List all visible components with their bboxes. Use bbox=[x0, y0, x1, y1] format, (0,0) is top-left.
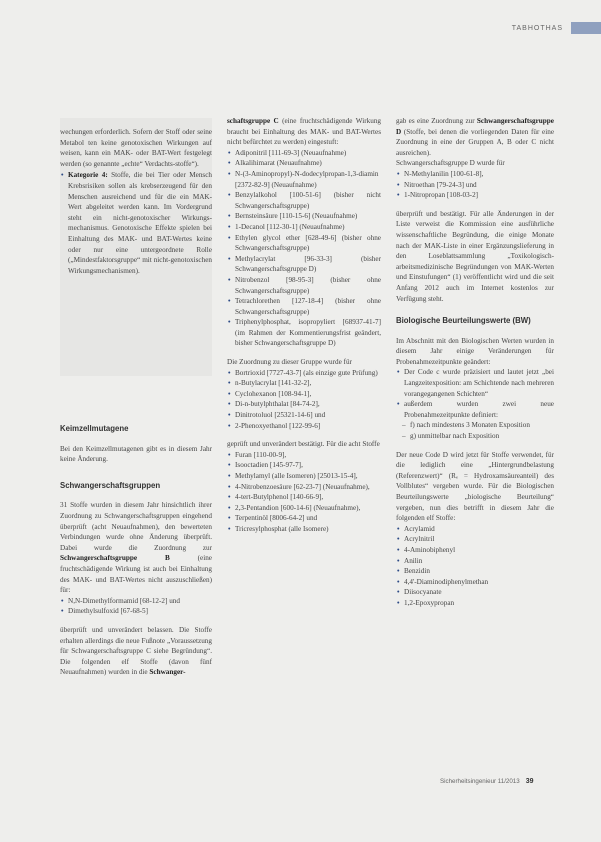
list-item: • Ethylen glycol ether [628-49-6] (bisher ohne Schwangerschaftsgruppe) bbox=[227, 233, 381, 254]
list-item: • Acrylamid bbox=[396, 524, 554, 535]
list-gruppe-d bbox=[396, 169, 554, 201]
paragraph-gruppe-c bbox=[227, 116, 381, 148]
schwanger-text-b: (eine fruchtschädigende Wirkung ist auch bei Einhaltung des MAK- und BAT-Wertes nicht auszuschließen) für: bbox=[60, 554, 212, 595]
list-bestaetigt bbox=[227, 368, 381, 432]
list-item: • n-Butylacrylat [141-32-2], bbox=[227, 378, 381, 389]
paragraph-gruppe-d bbox=[396, 116, 554, 158]
gruppe-c-text: (eine fruchtschädigende Wirkung braucht bei Einhaltung des MAK- und BAT-Wertes nicht befürchtet zu werden) eingestuft: bbox=[227, 117, 382, 147]
list-item: • außerdem wurden zwei neue Probenahmezeitpunkte definiert: bbox=[396, 399, 554, 420]
list-item: • Bernsteinsäure [110-15-6] (Neuaufnahme) bbox=[227, 211, 381, 222]
list-item: • Diisocyanate bbox=[396, 587, 554, 598]
list-item: • Benzylalkohol [100-51-6] (bisher nicht Schwangerschaftsgruppe) bbox=[227, 190, 381, 211]
heading-schwangerschaftsgruppen: Schwangerschaftsgruppen bbox=[60, 480, 161, 490]
list-item: • Nitrobenzol [98-95-3] (bisher ohne Schwangerschaftsgruppe) bbox=[227, 275, 381, 296]
list-item: • 4-Nitrobenzoesäure [62-23-7] (Neuaufnahme), bbox=[227, 482, 381, 493]
kategorie-4-item bbox=[60, 170, 212, 276]
heading-biologische-werte: Biologische Beurteilungswerte (BW) bbox=[396, 316, 531, 326]
kategorie-4-text: Stoffe, die bei Tier oder Mensch Krebsrisiken sollen als krebserzeugend für den Menschen ausreichend und für die ein MAK-Wert abgeleitet werden kann. Im Vordergrund steht ein nicht-genotoxischer Wirkungs-mechanismus. Genotoxische Effekte spielen bei Einhaltung des MAK- und BAT-Wertes keine oder nur eine untergeordnete Rolle („Mindestfaktorsgruppe“ mit nicht-genotoxischen Wirkungsmechanismen). bbox=[68, 171, 212, 275]
kategorie-4-label: Kategorie 4: bbox=[68, 171, 108, 180]
bottom-bold: Schwanger- bbox=[149, 668, 186, 677]
gruppe-d-label: Schwangerschaftsgruppe D bbox=[396, 117, 554, 136]
page-number: 39 bbox=[525, 778, 534, 785]
list-item: • Nitroethan [79-24-3] und bbox=[396, 180, 554, 191]
list-item: • 1,2-Epoxypropan bbox=[396, 598, 554, 609]
paragraph-schwangerschaftsgruppen bbox=[60, 500, 212, 595]
list-subitem: – f) nach mindestens 3 Monaten Exposition bbox=[396, 420, 554, 431]
paragraph-code-d: Der neue Code D wird jetzt für Stoffe verwendet, für die lediglich eine „Hintergrundbelastung (Referenzwert)“ (Rₑ = Hydroxamsäureanteil) des Vollblutes“ vergeben wurde. Für die Biologischen Beurteilungswerte „biologische Beurteilung“ vergeben, nun dies betrifft in diesem Jahr die folgenden elf Stoffe: bbox=[396, 450, 554, 523]
list-item: • Benzidin bbox=[396, 566, 554, 577]
paragraph-zuordnung: Die Zuordnung zu dieser Gruppe wurde für bbox=[227, 358, 352, 367]
schwanger-b-label: Schwangerschaftsgruppe B bbox=[60, 554, 170, 563]
gruppe-d-text-b: (Stoffe, bei denen die vorliegenden Daten für eine Zuordnung in eine der Gruppen A, B oder C nicht ausreichen). bbox=[396, 127, 555, 157]
column-3 bbox=[396, 116, 554, 609]
list-item: • N,N-Dimethylformamid [68-12-2] und bbox=[60, 596, 212, 607]
list-item: • N-Methylanilin [100-61-8], bbox=[396, 169, 554, 180]
list-item: • 2,3-Pentandion [600-14-6] (Neuaufnahme), bbox=[227, 503, 381, 514]
list-subitem: – g) unmittelbar nach Exposition bbox=[396, 431, 554, 442]
paragraph-keimzellmutagene: Bei den Keimzellmutagenen gibt es in diesem Jahr keine Änderung. bbox=[60, 444, 212, 464]
paragraph-biologische-werte: Im Abschnitt mit den Biologischen Werten wurden in diesem Jahr einige Veränderungen für Probenahmezeitpunkte geändert: bbox=[396, 336, 554, 366]
list-item: • Terpentinöl [8006-64-2] und bbox=[227, 513, 381, 524]
list-probenahme bbox=[396, 367, 554, 441]
list-item: • Anilin bbox=[396, 556, 554, 567]
list-item: • Dimethylsulfoxid [67-68-5] bbox=[60, 606, 212, 617]
journal-name: Sicherheitsingenieur 11/2013 bbox=[440, 778, 520, 785]
gruppe-c-label: schaftsgruppe C bbox=[227, 117, 279, 125]
list-item: • Di-n-butylphthalat [84-74-2], bbox=[227, 399, 381, 410]
gruppe-d-text-a: gab es eine Zuordnung zur bbox=[396, 117, 475, 125]
column-1-lower bbox=[60, 424, 212, 678]
list-item: • 2-Phenoxyethanol [122-99-6] bbox=[227, 421, 381, 432]
paragraph-acht-stoffe: geprüft und unverändert bestätigt. Für die acht Stoffe bbox=[227, 440, 380, 449]
schwanger-text-a: 31 Stoffe wurden in diesem Jahr hinsichtlich ihrer Zuordnung zu Schwangerschaftsgruppen eingehend überprüft (acht Neuaufnahmen), den bewerteten Verbindungen wurde ohne Änderung überprüft. Dabei wurde die Zuordnung zur bbox=[60, 501, 212, 552]
column-1 bbox=[60, 127, 212, 276]
list-item: • Methylamyl (alle Isomeren) [25013-15-4], bbox=[227, 471, 381, 482]
list-item: • Tetrachlorethen [127-18-4] (bisher ohne Schwangerschaftsgruppe) bbox=[227, 296, 381, 317]
list-item: • Dinitrotoluol [25321-14-6] und bbox=[227, 410, 381, 421]
header-label: TABHOTHAS bbox=[511, 25, 563, 32]
list-item: • 1-Nitropropan [108-03-2] bbox=[396, 190, 554, 201]
list-item: • Acrylnitril bbox=[396, 534, 554, 545]
paragraph-begruendung: überprüft und bestätigt. Für alle Änderungen in der Liste verweist die Kommission eine ausführliche wissenschaftliche Begründung, die einige Monate nach der MAK-Liste in einer Ergänzungslieferung in den Loseblattsammlung „Toxikologisch-arbeitsmedizinische Begründungen von MAK-Werten und Einstufungen“ (1) veröffentlicht wird und die seit Anfang 2012 auch im Internet kostenlos zur Verfügung steht. bbox=[396, 209, 554, 303]
list-item: • Tricresylphosphat (alle Isomere) bbox=[227, 524, 381, 535]
list-item: • 4-tert-Butylphenol [140-66-9], bbox=[227, 492, 381, 503]
bottom-text: überprüft und unverändert belassen. Die Stoffe erhalten allerdings die neue Fußnote „Voraussetzung für Schwangerschaftsgruppe C siehe Begründung“. Die folgenden elf Stoffe (davon fünf Neuaufnahmen) wurden in die bbox=[60, 625, 212, 677]
list-item: • Isooctadien [145-97-7], bbox=[227, 460, 381, 471]
list-item: • 4,4'-Diaminodiphenylmethan bbox=[396, 577, 554, 588]
list-item: • Adiponitril [111-69-3] (Neuaufnahme) bbox=[227, 148, 381, 159]
page-footer bbox=[440, 778, 560, 785]
list-item: • N-(3-Aminopropyl)-N-dodecylpropan-1,3-diamin [2372-82-9] (Neuaufnahme) bbox=[227, 169, 381, 190]
list-elf-stoffe bbox=[396, 524, 554, 609]
list-item: • Triphenylphosphat, isopropyliert [68937-41-7] (im Rahmen der Kommentierungsfrist geändert, bisher Schwangerschaftsgruppe D) bbox=[227, 317, 381, 349]
list-item: • Furan [110-00-9], bbox=[227, 450, 381, 461]
list-item: • 1-Decanol [112-30-1] (Neuaufnahme) bbox=[227, 222, 381, 233]
paragraph-bottom bbox=[60, 625, 212, 678]
header-color-bar bbox=[571, 22, 601, 34]
paragraph-gruppe-d-intro: Schwangerschaftsgruppe D wurde für bbox=[396, 159, 505, 168]
list-gruppe-c bbox=[227, 148, 381, 349]
column-2 bbox=[227, 116, 381, 535]
heading-keimzellmutagene: Keimzellmutagene bbox=[60, 424, 129, 433]
list-item: • 4-Aminobiphenyl bbox=[396, 545, 554, 556]
list-acht-stoffe bbox=[227, 450, 381, 535]
list-item: • Alkalihimarat (Neuaufnahme) bbox=[227, 158, 381, 169]
paragraph-verdachtsstoffe: wechungen erforderlich. Sofern der Stoff oder seine Metabol ten keine genotoxischen Wirkungen auf weisen, kann ein MAK- oder BAT-Wert festgelegt werden (so genannte „echte“ Verdachts-stoffe“). bbox=[60, 128, 212, 168]
list-item: • Methylacrylat [96-33-3] (bisher Schwangerschaftsgruppe D) bbox=[227, 254, 381, 275]
list-gruppe-b bbox=[60, 596, 212, 617]
list-item: • Bortrioxid [7727-43-7] (als einzige gute Prüfung) bbox=[227, 368, 381, 379]
kategorie-list bbox=[60, 170, 212, 276]
list-item: • Cyclohexanon [108-94-1], bbox=[227, 389, 381, 400]
list-item: • Der Code c wurde präzisiert und lautet jetzt „bei Langzeitexposition: am Schichtende nach mehreren vorangegangenen Schichten“ bbox=[396, 367, 554, 399]
